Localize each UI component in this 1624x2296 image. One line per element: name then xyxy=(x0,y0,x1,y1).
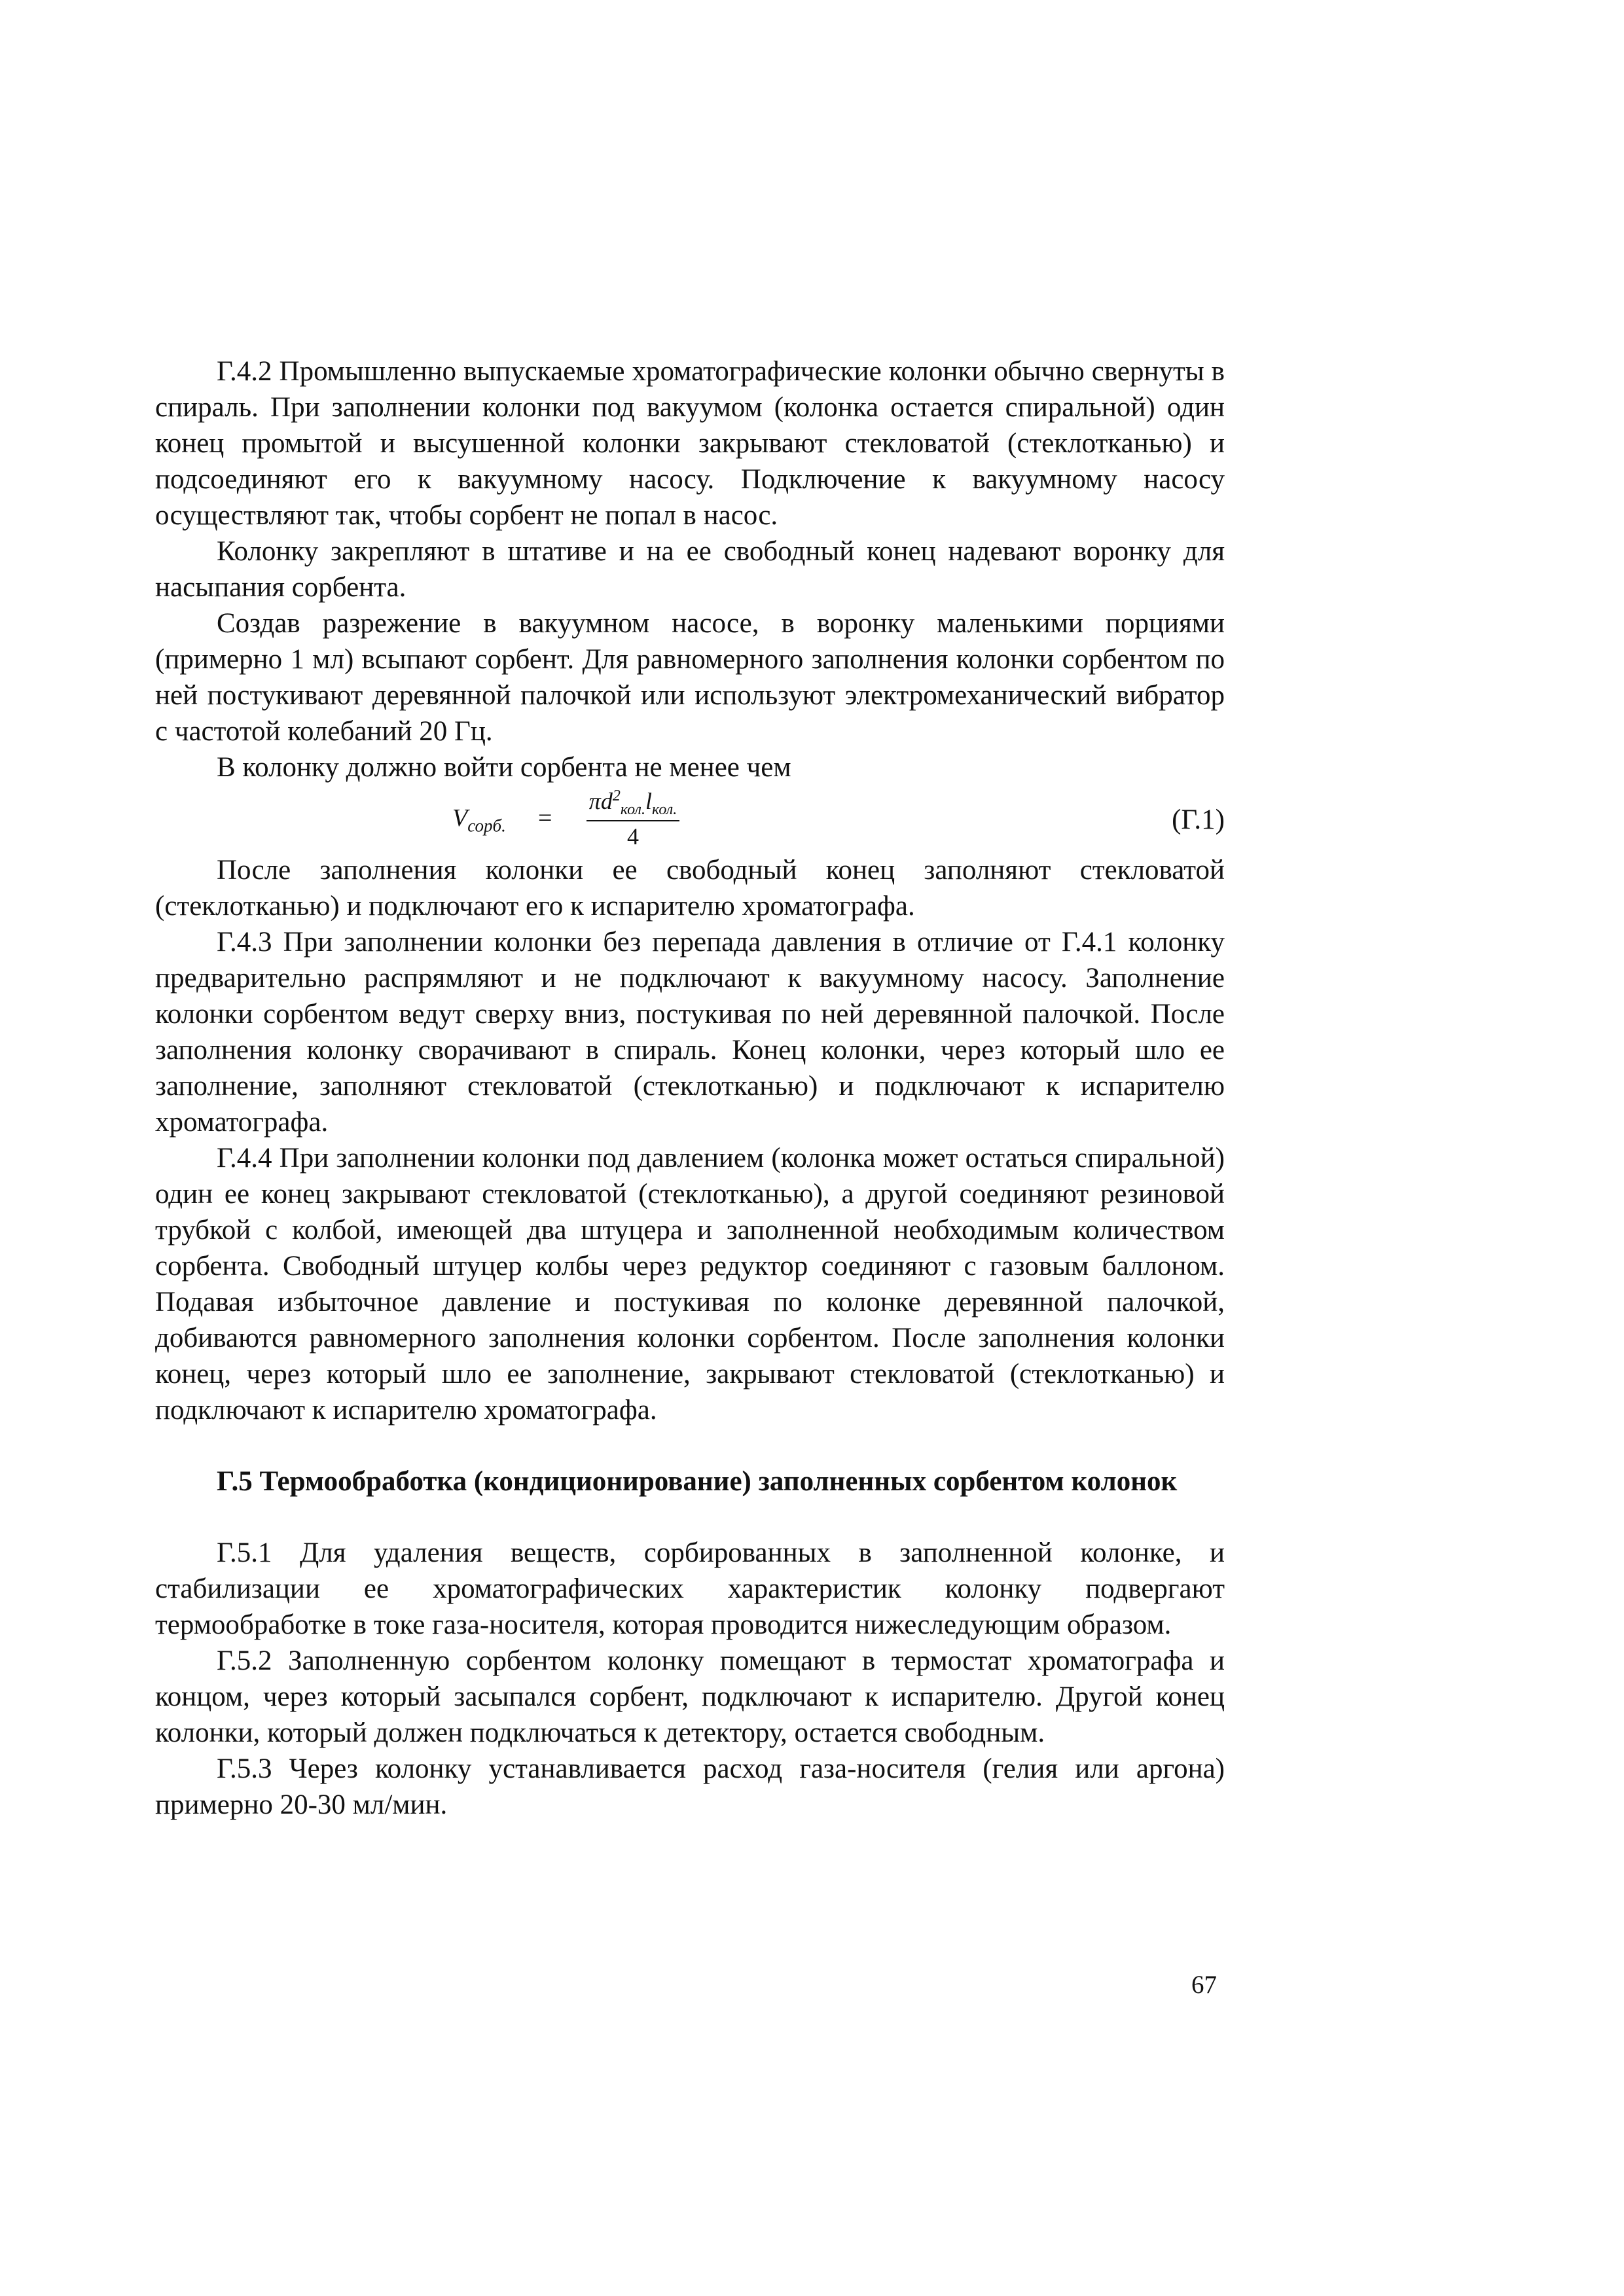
paragraph-g-5-3: Г.5.3 Через колонку устанавливается расход газа-носителя (гелия или аргона) примерно 20-30 мл/мин. xyxy=(155,1753,1225,1820)
paragraph-column-mount: Колонку закрепляют в штативе и на ее свободный конец надевают воронку для насыпания сорбента. xyxy=(155,536,1225,603)
section-heading-g-5: Г.5 Термообработка (кондиционирование) заполненных сорбентом колонок xyxy=(217,1466,1178,1497)
formula-lhs: $V_{сорб.}$ xyxy=(452,804,506,836)
paragraph-g-4-2: Г.4.2 Промышленно выпускаемые хроматографические колонки обычно свернуты в спираль. При заполнении колонки под вакуумом (колонка остается спиральной) один конец промытой и высушенной колонки закрывают стекловатой (стеклотканью) и подсоединяют его к вакуумному насосу. Подключение к вакуумному насосу осуществляют так, чтобы сорбент не попал в насос. xyxy=(155,356,1225,531)
formula-tag: (Г.1) xyxy=(1172,804,1225,835)
formula-denominator: 4 xyxy=(627,823,639,850)
paragraph-g-4-4: Г.4.4 При заполнении колонки под давлением (колонка может остаться спиральной) один ее конец закрывают стекловатой (стеклотканью), а другой соединяют резиновой трубкой с колбой, имеющей два штуцера и заполненной необходимым количеством сорбента. Свободный штуцер колбы через редуктор соединяют с газовым баллоном. Подавая избыточное давление и постукивая по колонке деревянной палочкой, добиваются равномерного заполнения колонки сорбентом. После заполнения колонки конец, через который шло ее заполнение, закрывают стекловатой (стеклотканью) и подключают к испарителю хроматографа. xyxy=(155,1143,1225,1426)
formula-g-1 xyxy=(155,789,1225,851)
paragraph-formula-intro: В колонку должно войти сорбента не менее чем xyxy=(217,752,791,783)
formula-equals: = xyxy=(538,804,552,832)
document-page xyxy=(155,353,1225,1823)
formula-fraction xyxy=(564,784,702,850)
page-number: 67 xyxy=(1191,1971,1217,1999)
paragraph-after-fill: После заполнения колонки ее свободный конец заполняют стекловатой (стеклотканью) и подключают его к испарителю хроматографа. xyxy=(155,855,1225,922)
paragraph-g-4-3: Г.4.3 При заполнении колонки без перепада давления в отличие от Г.4.1 колонку предварительно распрямляют и не подключают к вакуумному насосу. Заполнение колонки сорбентом ведут сверху вниз, постукивая по ней деревянной палочкой. После заполнения колонку сворачивают в спираль. Конец колонки, через который шло ее заполнение, заполняют стекловатой (стеклотканью) и подключают к испарителю хроматографа. xyxy=(155,927,1225,1138)
formula-numerator: $\pi d^2_{кол.}l_{кол.}$ xyxy=(586,787,679,821)
paragraph-g-5-1: Г.5.1 Для удаления веществ, сорбированных в заполненной колонке, и стабилизации ее хроматографических характеристик колонку подвергают термообработке в токе газа-носителя, которая проводится нижеследующим образом. xyxy=(155,1537,1225,1640)
paragraph-g-5-2: Г.5.2 Заполненную сорбентом колонку помещают в термостат хроматографа и концом, через который засыпался сорбент, подключают к испарителю. Другой конец колонки, который должен подключаться к детектору, остается свободным. xyxy=(155,1645,1225,1748)
paragraph-vacuum-fill: Создав разрежение в вакуумном насосе, в воронку маленькими порциями (примерно 1 мл) всыпают сорбент. Для равномерного заполнения колонки сорбентом по ней постукивают деревянной палочкой или используют электромеханический вибратор с частотой колебаний 20 Гц. xyxy=(155,608,1225,747)
